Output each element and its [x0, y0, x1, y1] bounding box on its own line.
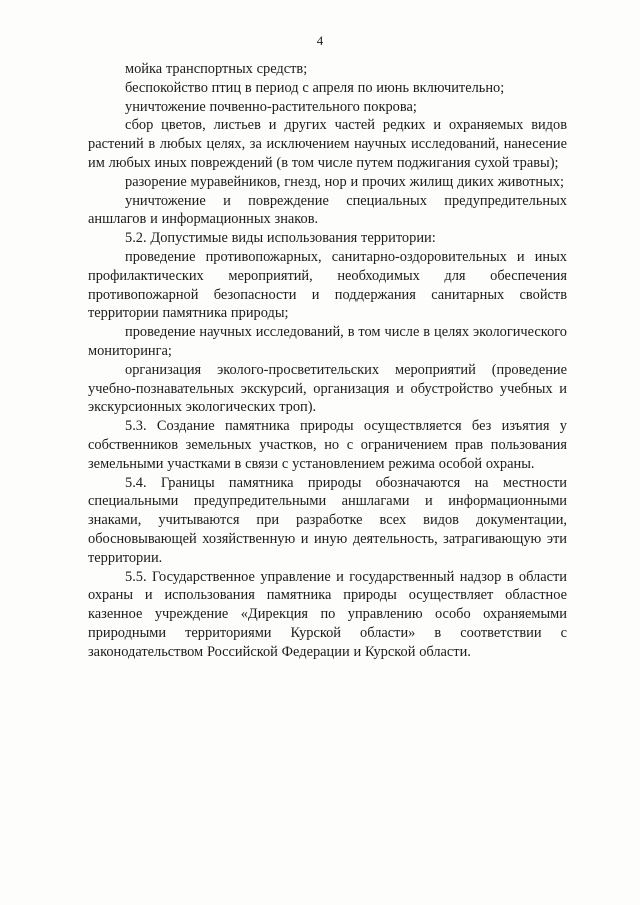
section-5-2-heading: 5.2. Допустимые виды использования территории:: [125, 230, 436, 247]
document-body: [88, 60, 567, 662]
page-number: 4: [316, 33, 324, 48]
permitted-research: проведение научных исследований, в том числе в целях экологического мониторинга;: [88, 324, 567, 359]
prohibited-bird-disturbance: беспокойство птиц в период с апреля по июнь включительно;: [125, 79, 505, 96]
section-5-5: 5.5. Государственное управление и государственный надзор в области охраны и использования памятника природы осуществляет областное казенное учреждение «Дирекция по управлению особо охраняемыми природными территориями Курской области» в соответствии с законодательством Российской Федерации и Курской области.: [88, 568, 567, 660]
prohibited-sign-damage: уничтожение и повреждение специальных предупредительных аншлагов и информационных знаков.: [88, 192, 567, 228]
prohibited-vehicle-washing: мойка транспортных средств;: [125, 61, 308, 77]
permitted-fire-prevention: проведение противопожарных, санитарно-оздоровительных и иных профилактических мероприятий, необходимых для обеспечения противопожарной безопасности и поддержания санитарных свойств территории памятника природы;: [88, 248, 567, 322]
prohibited-rare-plant-collection: сбор цветов, листьев и других частей редких и охраняемых видов растений в любых целях, за исключением научных исследований, нанесение им любых иных повреждений (в том числе путем поджигания сухой травы);: [88, 117, 567, 171]
prohibited-habitat-destruction: разорение муравейников, гнезд, нор и прочих жилищ диких животных;: [125, 173, 564, 190]
section-5-3: 5.3. Создание памятника природы осуществляется без изъятия у собственников земельных участков, но с ограничением прав пользования земельными участками в связи с установлением режима особой охраны.: [88, 418, 567, 472]
prohibited-soil-destruction: уничтожение почвенно-растительного покрова;: [125, 98, 417, 115]
permitted-eco-education: организация эколого-просветительских мероприятий (проведение учебно-познавательных экскурсий, организация и обустройство учебных и экскурсионных экологических троп).: [88, 361, 567, 416]
section-5-4: 5.4. Границы памятника природы обозначаются на местности специальными предупредительными аншлагами и информационными знаками, учитываются при разработке всех видов документации, обосновывающей хозяйственную и иную деятельность, затрагивающую эти территории.: [88, 474, 567, 566]
